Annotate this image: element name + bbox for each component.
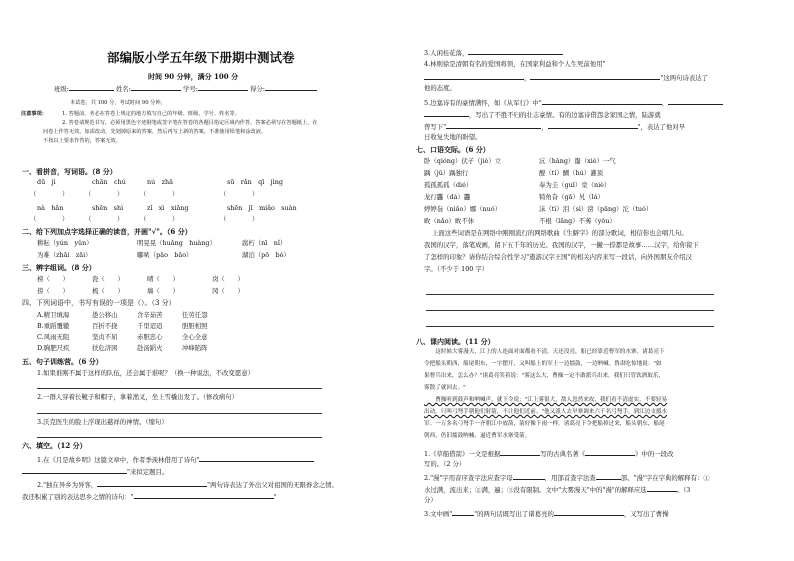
field-class-blank[interactable] — [69, 84, 114, 91]
sentence-task: 3.沃克医生的脸上浮现出慈祥的神情。（缩句） — [37, 418, 168, 426]
option-word: 任劳任怨 — [182, 311, 208, 319]
writing-line[interactable] — [426, 310, 714, 311]
option-word: D.胸肥尺疾 — [37, 344, 70, 352]
notes-item: 不按以上要求作答的，答案无效。 — [43, 138, 121, 144]
oral-paragraph: 上面这些词语是在网络中刚刚流行的网络歌曲《生僻字》的部分歌词，相信你也会唱几句。 — [432, 229, 688, 237]
notes-intro: 本试卷，共 100 分，考试时间 90 分钟。 — [70, 100, 166, 106]
fill-text: "，表达了他对早 — [637, 123, 686, 131]
answer-paren[interactable]: （ ） — [140, 190, 179, 198]
field-id-blank[interactable] — [198, 84, 248, 91]
rare-word: 龙行龘（dá）龘 — [424, 193, 471, 201]
answer-paren-row — [30, 191, 258, 197]
fill-blank[interactable] — [530, 73, 660, 80]
reading-choice[interactable]: 耕耘（yún yǔn） — [37, 239, 93, 247]
fill-blank[interactable] — [446, 122, 541, 129]
pinyin-item: dū jì — [37, 178, 56, 186]
writing-line[interactable] — [426, 294, 714, 295]
field-name-label: 姓名: — [115, 85, 131, 93]
fill-text: "两句诗表达了外出父对祖国的无限眷念之情。 — [207, 481, 338, 489]
q-text: 写的古典名著《 — [540, 450, 586, 458]
fill-text: 1.在《月是故乡明》这篇文章中，作者季羡林借用了诗句" — [37, 456, 200, 464]
option-word: 坚贞不屈 — [92, 333, 118, 341]
fill-blank[interactable] — [97, 480, 207, 487]
q-text: ，又写出了曹操 — [623, 510, 669, 518]
field-score-label: 得分: — [249, 85, 265, 93]
sentence-task: 2.一群人穿着长靴子和帽子，拿着渔叉，坐上雪橇出发了。（修改病句） — [37, 393, 239, 401]
oral-paragraph: 了怎样的印象？请你结合综合性学习"遨游汉字王国"的相关内容来写一段话，向外国朋友介绍汉 — [424, 253, 692, 261]
rare-word: 婷婷袅（niǎo）娜（nuó） — [424, 205, 502, 213]
fill-blank[interactable] — [513, 473, 545, 480]
fill-text: 3.人闲桂花落， — [424, 49, 469, 57]
fill-q4-line: ， "这两句诗表达了 — [424, 73, 708, 81]
fill-q4-line — [424, 61, 606, 67]
notes-item: 2. 答卷请规范书写，必须用黑色字迹钢笔或签字笔在答卷的各题目指定区域内作答，答案必须写在答题纸上，在 — [62, 120, 318, 126]
pinyin-item: nà hǎn — [37, 204, 64, 212]
rare-word: 沆（hàng）瀣（xiè）一气 — [539, 157, 616, 165]
pinyin-item: nú zhā — [147, 178, 173, 186]
word-group-item[interactable]: 冈（ ） — [212, 287, 244, 295]
answer-line[interactable] — [37, 437, 322, 438]
word-group-item[interactable]: 瓷（ ） — [92, 275, 124, 283]
section-3-heading: 三、辨字组词。（8 分） — [22, 263, 96, 272]
passage-line: 曹操听到鼓声和呐喊声，就下令说："江上雾很大，敌人忽然来攻，我们看不清虚实，不要轻易 — [424, 397, 668, 403]
fill-q2-line — [37, 480, 338, 488]
word-group-row — [37, 288, 244, 294]
rare-word-row — [424, 218, 616, 224]
option-word: 千里迢迢 — [137, 322, 163, 330]
fill-blank[interactable] — [647, 485, 677, 492]
passage-line: 军。一万多名弓弩手一齐朝江中放箭，箭好像下雨一样。诸葛亮下令把船掉过来，船头朝东，船尾 — [424, 421, 665, 427]
fill-blank[interactable] — [22, 467, 127, 474]
section-5-heading: 五、句子训练营。（6 分） — [22, 357, 103, 366]
fill-text: 5.边塞诗有的豪情满怀，如《从军行》中" — [424, 99, 542, 107]
fill-q5-line: 日收复失地的盼望。 — [424, 133, 482, 141]
reading-q2-line: 分） — [424, 496, 437, 504]
option-row[interactable] — [37, 312, 208, 318]
fill-blank[interactable] — [585, 449, 635, 456]
rare-word: 犄角旮（gā）旯（lá） — [539, 193, 604, 201]
reading-q1-line — [424, 449, 673, 457]
reading-choice[interactable]: 湖泊（pō bó） — [242, 251, 290, 259]
fill-blank[interactable] — [542, 98, 662, 105]
pinyin-item: zǐ xì xiǎng — [147, 204, 189, 212]
word-group-item[interactable]: 梳（ ） — [92, 287, 124, 295]
field-score-blank[interactable] — [265, 84, 317, 91]
fill-q1-line — [37, 455, 314, 463]
reading-q1-line: 写的。（2 分） — [424, 460, 466, 468]
fill-blank[interactable] — [199, 455, 314, 462]
writing-line[interactable] — [426, 326, 714, 327]
word-group-item[interactable]: 傍（ ） — [37, 287, 69, 295]
answer-paren[interactable]: （ ） — [85, 190, 124, 198]
passage-line: 朝西，仍旧擂鼓呐喊，逼近曹军水寨受箭。 — [424, 433, 531, 439]
rare-word-row — [424, 182, 610, 188]
fill-blank[interactable] — [134, 492, 274, 499]
option-word: B.重蹈覆辙 — [37, 322, 70, 330]
right-column — [402, 0, 794, 561]
q-text: 部。"漫"字在字典的解释有：① — [620, 474, 710, 482]
option-word: 赤胆忠心 — [137, 333, 163, 341]
pinyin-row — [37, 205, 297, 211]
passage-line: 令把船头朝西，船尾朝东，一字摆开，又叫船上的军士一边擂鼓，一边呐喊。鲁肃吃惊地说："如 — [424, 361, 662, 367]
answer-paren[interactable]: （ ） — [30, 215, 69, 223]
field-class-label: 班级: — [54, 85, 69, 93]
passage-line: 出动。只叫弓弩手朝他们射箭，不让他们近前。"他又派人去旱寨调来六千名弓弩手，到江边支援水 — [424, 409, 668, 415]
section-4-heading: 四、下列词语中，书写有误的一项是（）。（3 分） — [22, 299, 176, 307]
option-row[interactable] — [37, 345, 208, 351]
fill-blank[interactable] — [424, 110, 469, 117]
option-word: 扶危济困 — [92, 344, 118, 352]
reading-choice[interactable]: 腐朽（nī nǐ） — [242, 239, 287, 247]
pinyin-item: chān chú — [92, 178, 126, 186]
q-text: 2."漫"字用音序查字法应查字母 — [424, 474, 513, 482]
option-word: 全心全意 — [182, 333, 208, 341]
reading-choice[interactable]: 为难（zhāi zāi） — [37, 251, 92, 259]
fill-text: 曾写下" — [424, 123, 447, 131]
answer-paren[interactable]: （ ） — [85, 215, 124, 223]
fill-text: " — [273, 493, 277, 501]
fill-q2-line — [22, 492, 277, 500]
passage-line: 果曹兵出来，怎么办？"诸葛亮笑着说："雾这么大，曹操一定不敢派兵出来。我们只管饮酒取乐， — [424, 373, 665, 379]
reading-choice[interactable]: 明晃晃（huǎng huàng） — [137, 239, 216, 247]
reading-q2-line — [424, 485, 690, 493]
rare-word-row — [424, 206, 652, 212]
fill-text: "这两句诗表达了 — [660, 74, 709, 82]
word-group-item[interactable]: 榜（ ） — [37, 275, 69, 283]
answer-paren-row — [30, 216, 258, 222]
fill-blank[interactable] — [554, 509, 624, 516]
answer-paren[interactable]: （ ） — [140, 215, 179, 223]
rare-word: 沫（tì）泪（sì）滂（pāng）沱（tuó） — [539, 205, 653, 213]
oral-paragraph: 我国的汉字，落笔成画，留下五千年的历史。我国的汉字，一撇一捺都是故事……汉字，给你留下 — [424, 241, 699, 249]
pinyin-item: shēn shì — [92, 204, 124, 212]
option-word: 含辛茹苦 — [137, 311, 163, 319]
notes-label: 注意事项： — [21, 111, 47, 117]
oral-paragraph: 字。（不少于 100 字） — [424, 265, 489, 273]
rare-word-row — [424, 170, 603, 176]
option-word: 冲峰陷阵 — [182, 344, 208, 352]
fill-q4-line: 他的态度。 — [424, 84, 456, 92]
fill-q5-line: 曾写下" ， "，表达了他对早 — [424, 123, 686, 131]
section-2-heading: 二、给下列加点字选择正确的读音，并画"√"。（6 分） — [22, 227, 192, 236]
option-word: C.风雨无阻 — [37, 333, 70, 341]
rare-word: 卧（qióng）伏孑（jié）立 — [424, 157, 502, 165]
section-8-heading: 八、课内阅读。（11 分） — [416, 337, 495, 346]
field-name-blank[interactable] — [131, 84, 181, 91]
word-group-item[interactable]: 墙（ ） — [147, 287, 179, 295]
rare-word: 不根（lǎng）不莠（yǒu） — [539, 217, 616, 225]
fill-text: 我还积累了别的表达思乡之情的诗句：" — [22, 493, 134, 501]
reading-q3-line — [424, 509, 669, 517]
fill-blank[interactable] — [424, 73, 524, 80]
section-7-heading: 七、口语交际。（6 分） — [416, 145, 490, 154]
wavy-line-marker — [452, 509, 474, 516]
pinyin-item: sū rǎn qī jìng — [227, 178, 283, 186]
word-group-row — [37, 276, 244, 282]
word-group-item[interactable]: 岗（ ） — [212, 275, 244, 283]
sentence-task: 1.如果谁刚不属于这样的队伍，还会属于谁呢？（换一种说法，不改变愿意） — [37, 369, 254, 377]
section-6-heading: 六、填空。（12 分） — [22, 441, 87, 450]
rare-word-row — [424, 158, 616, 164]
fill-q5-line: 5.边塞诗有的豪情满怀，如《从军行》中" ， — [424, 98, 723, 106]
rare-word-row — [424, 194, 604, 200]
pinyin-row — [37, 179, 283, 185]
field-id-label: 学号: — [182, 85, 198, 93]
reading-choice[interactable]: 嘟哝（pāo bāo） — [137, 251, 193, 259]
reading-choice-row — [37, 240, 286, 246]
passage-line: 这时候大雾漫天，江上的人连面对面都看不清。天还没亮，船已经靠近曹军的水寨。诸葛亮下 — [424, 349, 665, 355]
fill-text: ，写出了不胜不归的壮志豪情。有的边塞诗借怨念家国之情，陆游就 — [469, 111, 661, 119]
q-text: 1.《草船借箭》一文是根据 — [424, 450, 501, 458]
option-word: A.精卫填海 — [37, 311, 70, 319]
option-word: 百折不挠 — [92, 322, 118, 330]
answer-paren[interactable]: （ ） — [220, 190, 259, 198]
fill-q1-line — [22, 467, 168, 475]
q-text: "的两句话既写出了诸葛亮的 — [474, 510, 554, 518]
option-row[interactable] — [37, 334, 208, 340]
reading-choice-row — [37, 252, 290, 258]
rare-word: 畋（nǎo）畋不休 — [424, 217, 475, 225]
fill-blank[interactable] — [668, 98, 723, 105]
rare-word: 醍（tí）醐（hú）灌顶 — [539, 169, 603, 177]
fill-text: 2."独在异乡为异客， — [37, 481, 98, 489]
fill-text: "来拟定题目。 — [127, 468, 169, 476]
option-word: 胆胆相照 — [182, 322, 208, 330]
word-group-item[interactable]: 晴（ ） — [147, 275, 179, 283]
student-info-fields — [54, 84, 317, 92]
reading-q2-line — [424, 473, 710, 481]
rare-word: 踽（jǔ）踽独行 — [424, 169, 469, 177]
fill-blank[interactable] — [500, 449, 540, 456]
q-text: 水过满，流出来；②满，遍；③没有限制。文中"大雾漫天"中的"漫"的解释应选 — [424, 486, 647, 494]
q-text: 。（3 — [676, 486, 691, 494]
option-row[interactable] — [37, 323, 208, 329]
fill-blank[interactable] — [596, 473, 621, 480]
pinyin-item: shēn jī miǎo suàn — [227, 204, 297, 212]
answer-line[interactable] — [37, 388, 322, 389]
page-title: 部编版小学五年级下册期中测试卷 — [107, 50, 295, 65]
fill-text: 4.林则徐是清朝有名的爱国将领，在国家利益和个人生死前他用" — [424, 60, 606, 68]
fill-q5-line — [424, 110, 661, 118]
section-1-heading: 一、看拼音，写词语。（8 分） — [22, 167, 117, 176]
q-text: ，用部首查字法查 — [544, 474, 596, 482]
fill-blank[interactable] — [468, 48, 563, 55]
answer-paren[interactable]: （ ） — [220, 215, 259, 223]
exam-meta: 时间 90 分钟，满分 100 分 — [148, 72, 239, 81]
answer-paren[interactable]: （ ） — [30, 190, 69, 198]
passage-line: 雾散了就回去。" — [424, 385, 466, 391]
answer-line[interactable] — [37, 413, 322, 414]
fill-q3-line — [424, 48, 563, 56]
rare-word: 奉为圭（guī）臬（niè） — [539, 181, 611, 189]
notes-item: 问卷上作答无效。如需改动，先划掉原来的答案，然后再写上新的答案，不准使用铅笔和涂改液。 — [43, 129, 267, 135]
notes-item: 1. 答题前，务必在答卷上规定的地方填写自己的年级、班级、学号、姓名等。 — [62, 111, 240, 117]
q-text: 》中的一段改 — [635, 450, 674, 458]
option-word: 愚公移山 — [92, 311, 118, 319]
fill-blank[interactable] — [548, 122, 638, 129]
q-text: 3.文中画" — [424, 510, 453, 518]
option-word: 赴汤蹈火 — [137, 344, 163, 352]
rare-word: 孤孤孤孤（dié） — [424, 181, 473, 189]
